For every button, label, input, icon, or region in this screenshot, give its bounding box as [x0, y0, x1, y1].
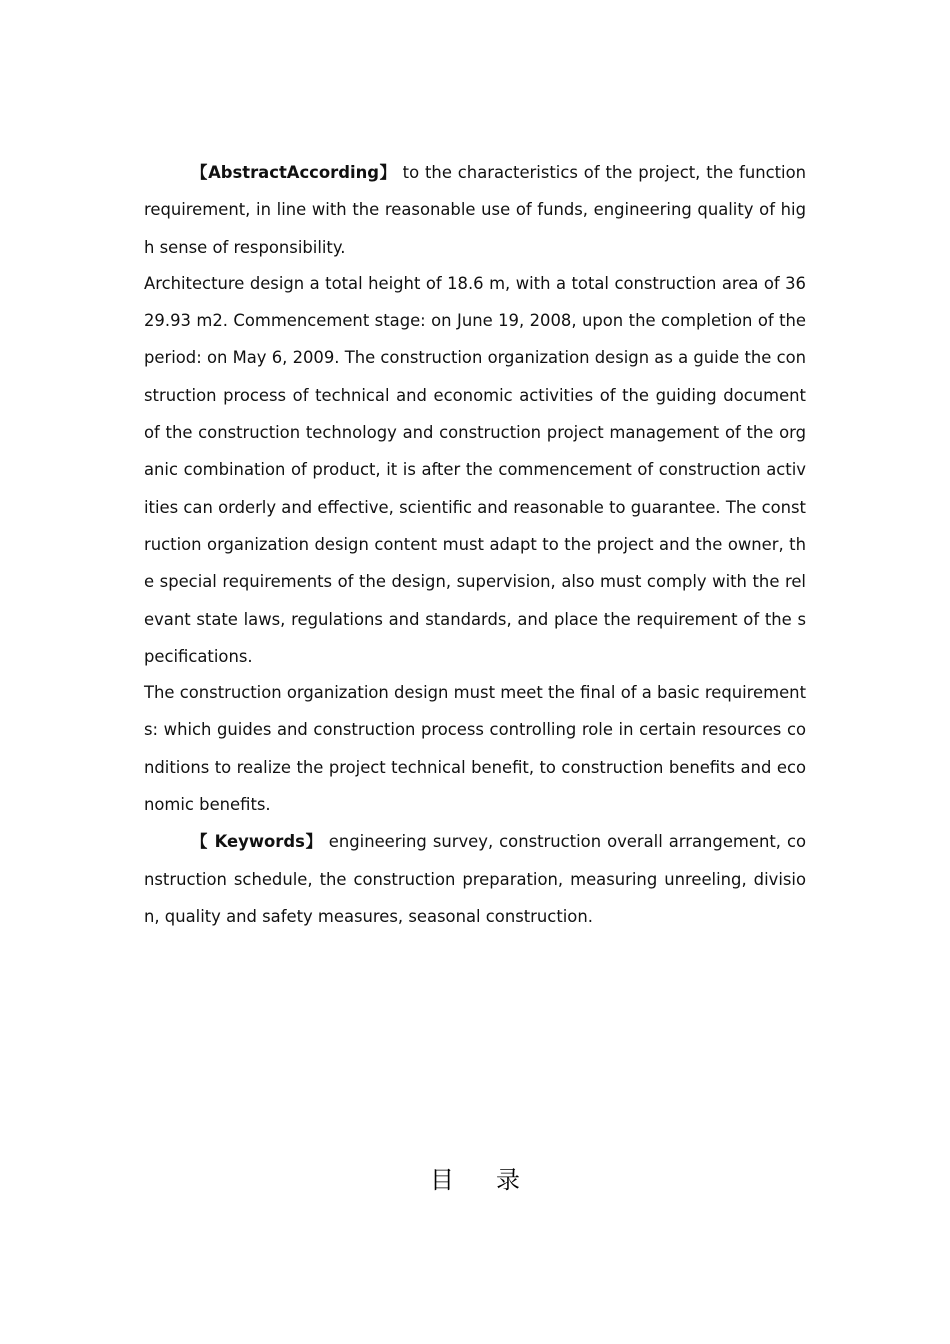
keywords-text: engineering survey, construction overall arrangement, construction schedule, the construction preparation, measuring unreeling, division, quality and safety measures, seasonal construction.	[144, 832, 806, 926]
abstract-label-open: 【	[191, 163, 209, 182]
keywords-label-close: 】	[304, 832, 323, 852]
requirements-paragraph: The construction organization design must meet the final of a basic requirements: which guides and construction process controlling role in certain resources conditions to realize the project technical benefit, to construction benefits and economic benefits.	[144, 683, 806, 815]
abstract-text: to the characteristics of the project, the function requirement, in line with the reasonable use of funds, engineering quality of high sense of responsibility.	[144, 163, 807, 257]
abstract-label-close: 】	[379, 163, 397, 182]
architecture-paragraph: Architecture design a total height of 18.6 m, with a total construction area of 3629.93 m2. Commencement stage: on June 19, 2008, upon the completion of the period: on May 6, 2009. The construction organization design as a guide the construction process of technical and economic activities of the guiding document of the construction technology and construction project management of the organic combination of product, it is after the commencement of construction activities can orderly and effective, scientific and reasonable to guarantee. The construction organization design content must adapt to the project and the owner, the special requirements of the design, supervision, also must comply with the relevant state laws, regulations and standards, and place the requirement of the specifications.	[144, 273, 806, 666]
abstract-label: AbstractAccording	[208, 163, 379, 182]
keywords-label-open: 【	[191, 832, 215, 852]
keywords-label: Keywords	[214, 832, 305, 852]
abstract-section	[144, 154, 806, 935]
keywords-paragraph	[144, 823, 806, 935]
toc-title: 目录	[430, 1166, 562, 1194]
abstract-paragraph	[144, 154, 806, 266]
